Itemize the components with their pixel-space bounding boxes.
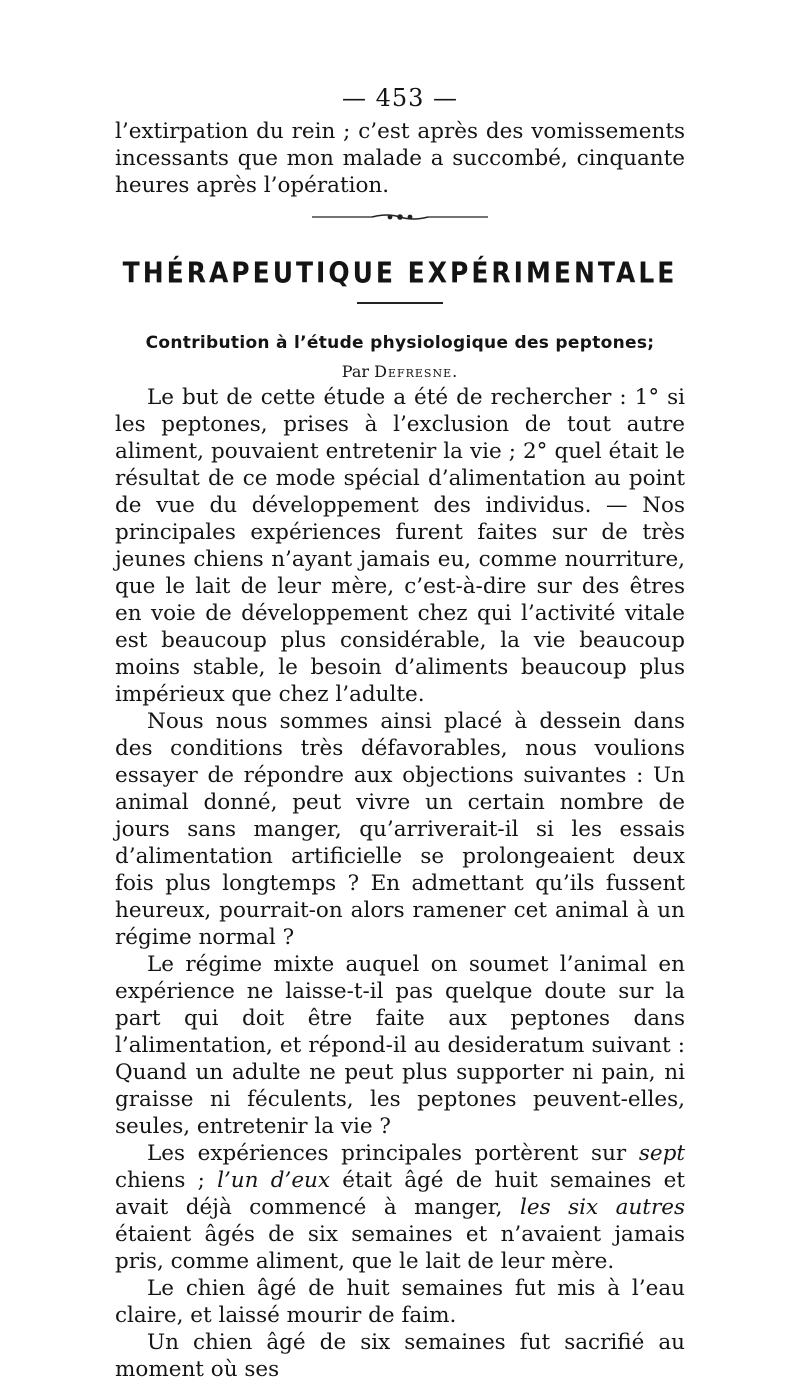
- ornament-divider: [312, 212, 488, 222]
- author-line: [0, 362, 800, 381]
- p4-text-mid1: chiens ;: [115, 1168, 218, 1193]
- paragraph-1: Le but de cette étude a été de rechercher : 1° si les peptones, prises à l’exclusion de tout autre aliment, pouvaient entretenir la vie ; 2° quel était le résultat de ce mode spécial d’alimentation au point de vue du développement des individus. — Nos principales expériences furent faites sur de très jeunes chiens n’ayant jamais eu, comme nourriture, que le lait de leur mère, c’est-à-dire sur des êtres en voie de développement chez qui l’activité vitale est beaucoup plus considérable, la vie beaucoup moins stable, le besoin d’aliments beaucoup plus impérieux que chez l’adulte.: [115, 385, 685, 707]
- paragraph-5: Le chien âgé de huit semaines fut mis à l’eau claire, et laissé mourir de faim.: [115, 1276, 685, 1328]
- paragraph-6: Un chien âgé de six semaines fut sacrifié au moment où ses: [115, 1330, 685, 1382]
- article-title: Contribution à l’étude physiologique des peptones;: [145, 333, 655, 353]
- paragraph-4: [115, 1140, 685, 1275]
- author-prefix: Par: [341, 362, 370, 381]
- p4-italic-six: les six autres: [519, 1195, 685, 1220]
- p4-italic-lun: l’un d’eux: [217, 1168, 331, 1193]
- p4-italic-sept: sept: [638, 1141, 685, 1166]
- section-heading: THÉRAPEUTIQUE EXPÉRIMENTALE: [122, 255, 678, 290]
- page-number: — 453 —: [341, 84, 459, 112]
- paragraph-3: Le régime mixte auquel on soumet l’animal en expérience ne laisse-t-il pas quelque doute sur la part qui doit être faite aux peptones dans l’alimentation, et répond-il au desideratum suivant : Quand un adulte ne peut plus supporter ni pain, ni graisse ni féculents, les peptones peuvent-elles, seules, entretenir la vie ?: [115, 952, 685, 1139]
- heading-rule: [357, 302, 443, 304]
- article-body: [115, 384, 685, 1383]
- author-name: Defresne.: [374, 362, 459, 381]
- p4-text-end: étaient âgés de six semaines et n’avaient jamais pris, comme aliment, que le lait de leur mère.: [115, 1222, 685, 1274]
- p4-text-mid2: était âgé de huit semaines et avait déjà commencé à manger,: [115, 1168, 685, 1220]
- paragraph-2: Nous nous sommes ainsi placé à dessein dans des conditions très défavorables, nous voulions essayer de répondre aux objections suivantes : Un animal donné, peut vivre un certain nombre de jours sans manger, qu’arriverait-il si les essais d’alimentation artificielle se prolongeaient deux fois plus longtemps ? En admettant qu’ils fussent heureux, pourrait-on alors ramener cet animal à un régime normal ?: [115, 709, 685, 950]
- paragraph-text: l’extirpation du rein ; c’est après des vomissements incessants que mon malade a succombé, cinquante heures après l’opération.: [115, 119, 685, 198]
- continued-paragraph: [115, 118, 685, 199]
- p4-text-start: Les expériences principales portèrent sur: [147, 1141, 639, 1166]
